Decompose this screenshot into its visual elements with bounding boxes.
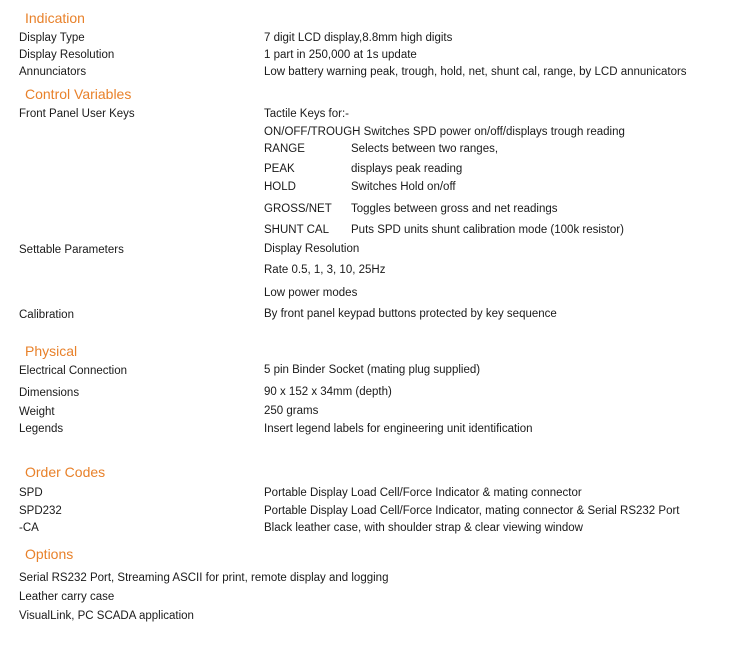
key-hold: HOLD [264, 181, 296, 193]
weight-label: Weight [19, 406, 55, 418]
annunciators-value: Low battery warning peak, trough, hold, net, shunt cal, range, by LCD annunicators [264, 66, 687, 78]
physical-heading: Physical [25, 343, 78, 359]
order-code: -CA [19, 522, 39, 534]
onoff-trough-line: ON/OFF/TROUGH Switches SPD power on/off/displays trough reading [264, 126, 625, 138]
order-codes-heading: Order Codes [25, 464, 106, 480]
front-panel-keys-label: Front Panel User Keys [19, 108, 135, 120]
display-type-label: Display Type [19, 32, 85, 44]
order-code: SPD [19, 487, 43, 499]
annunciators-label: Annunciators [19, 66, 87, 78]
weight-value: 250 grams [264, 405, 319, 417]
key-range: RANGE [264, 143, 305, 155]
display-resolution-value: 1 part in 250,000 at 1s update [264, 49, 417, 61]
order-code-desc: Black leather case, with shoulder strap & clear viewing window [264, 522, 583, 534]
order-code: SPD232 [19, 505, 62, 517]
option-item: Serial RS232 Port, Streaming ASCII for print, remote display and logging [19, 572, 389, 584]
key-shunt-cal-desc: Puts SPD units shunt calibration mode (100k resistor) [351, 224, 624, 236]
dimensions-value: 90 x 152 x 34mm (depth) [264, 386, 392, 398]
calibration-label: Calibration [19, 309, 74, 321]
option-item: Leather carry case [19, 591, 115, 603]
key-gross-net-desc: Toggles between gross and net readings [351, 203, 558, 215]
tactile-keys-intro: Tactile Keys for:- [264, 108, 349, 120]
legends-label: Legends [19, 423, 64, 435]
electrical-connection-label: Electrical Connection [19, 365, 128, 377]
display-resolution-label: Display Resolution [19, 49, 115, 61]
legends-value: Insert legend labels for engineering unit identification [264, 423, 533, 435]
option-item: VisualLink, PC SCADA application [19, 610, 194, 622]
key-hold-desc: Switches Hold on/off [351, 181, 456, 193]
settable-low-power: Low power modes [264, 287, 358, 299]
key-peak-desc: displays peak reading [351, 163, 463, 175]
calibration-value: By front panel keypad buttons protected by key sequence [264, 308, 557, 320]
settable-parameters-label: Settable Parameters [19, 244, 124, 256]
dimensions-label: Dimensions [19, 387, 80, 399]
electrical-connection-value: 5 pin Binder Socket (mating plug supplied) [264, 364, 481, 376]
key-range-desc: Selects between two ranges, [351, 143, 499, 155]
key-shunt-cal: SHUNT CAL [264, 224, 329, 236]
indication-heading: Indication [25, 10, 85, 26]
order-code-desc: Portable Display Load Cell/Force Indicator, mating connector & Serial RS232 Port [264, 505, 680, 517]
options-heading: Options [25, 546, 74, 562]
settable-rate: Rate 0.5, 1, 3, 10, 25Hz [264, 264, 386, 276]
display-type-value: 7 digit LCD display,8.8mm high digits [264, 32, 453, 44]
control-variables-heading: Control Variables [25, 86, 132, 102]
key-peak: PEAK [264, 163, 295, 175]
order-code-desc: Portable Display Load Cell/Force Indicator & mating connector [264, 487, 582, 499]
key-gross-net: GROSS/NET [264, 203, 332, 215]
settable-display-resolution: Display Resolution [264, 243, 360, 255]
